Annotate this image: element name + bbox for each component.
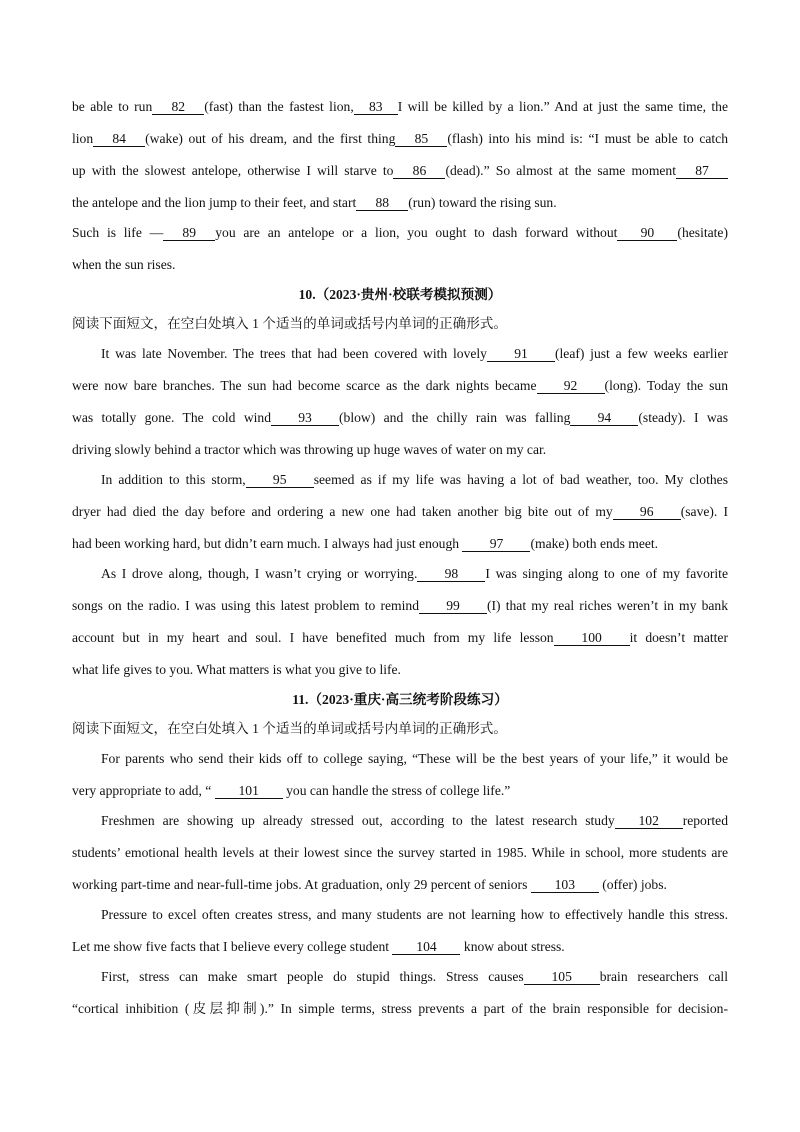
text-line: [72, 628, 728, 648]
text-run: songs on the radio. I was using this latest problem to remind: [72, 598, 419, 613]
text-line: “cortical inhibition (皮层抑制).” In simple terms, stress prevents a part of the brain responsible for decision-: [72, 1001, 728, 1016]
blank-103: 103: [531, 877, 599, 893]
text-run: you are an antelope or a lion, you ought to dash forward without: [215, 225, 618, 240]
text-line: [101, 811, 728, 831]
text-run: (wake) out of his dream, and the first thing: [145, 131, 396, 146]
text-line: [72, 534, 728, 554]
text-run: (blow) and the chilly rain was falling: [339, 410, 571, 425]
text-run: (offer) jobs.: [602, 877, 667, 892]
blank-100: 100: [554, 630, 630, 646]
text-run: very appropriate to add, “: [72, 783, 212, 798]
text-line: [72, 376, 728, 396]
text-run: (dead).” So almost at the same moment: [445, 163, 676, 178]
text-run: had been working hard, but didn’t earn much. I always had just enough: [72, 536, 460, 551]
text-line: [72, 129, 728, 149]
text-run: I was singing along to one of my favorite: [485, 566, 728, 581]
text-line: [72, 781, 728, 801]
text-run: I will be killed by a lion.” And at just the same time, the: [397, 99, 729, 114]
text-line: [72, 193, 728, 213]
blank-85: 85: [395, 131, 447, 147]
text-run: up with the slowest antelope, otherwise I will starve to: [72, 163, 394, 178]
text-run: First, stress can make smart people do stupid things. Stress causes: [101, 969, 524, 984]
instruction: 阅读下面短文，在空白处填入 1 个适当的单词或括号内单词的正确形式。: [72, 316, 507, 331]
text-line: [101, 470, 728, 490]
text-run: Freshmen are showing up already stressed out, according to the latest research study: [101, 813, 615, 828]
blank-86: 86: [393, 163, 445, 179]
blank-90: 90: [617, 225, 677, 241]
text-line: [101, 564, 728, 584]
text-line: [72, 596, 728, 616]
text-line: [72, 937, 728, 957]
blank-93: 93: [271, 410, 339, 426]
text-run: you can handle the stress of college life.”: [286, 783, 511, 798]
text-line: [72, 161, 728, 181]
text-run: (flash) into his mind is: “I must be able to catch: [447, 131, 729, 146]
text-run: seemed as if my life was having a lot of bad weather, too. My clothes: [313, 472, 728, 487]
text-run: (long). Today the sun: [604, 378, 728, 393]
blank-91: 91: [487, 346, 555, 362]
blank-92: 92: [537, 378, 605, 394]
blank-97: 97: [462, 536, 530, 552]
text-run: working part-time and near-full-time jobs. At graduation, only 29 percent of seniors: [72, 877, 528, 892]
text-run: was totally gone. The cold wind: [72, 410, 272, 425]
blank-83: 83: [354, 99, 398, 115]
blank-98: 98: [417, 566, 485, 582]
blank-89: 89: [163, 225, 215, 241]
text-line: driving slowly behind a tractor which was throwing up huge waves of water on my car.: [72, 442, 547, 457]
text-line: [101, 967, 728, 987]
text-run: It was late November. The trees that had been covered with lovely: [101, 346, 487, 361]
text-line: what life gives to you. What matters is what you give to life.: [72, 662, 401, 677]
text-run: As I drove along, though, I wasn’t crying or worrying.: [101, 566, 418, 581]
text-run: (steady). I was: [638, 410, 728, 425]
blank-87: 87: [676, 163, 728, 179]
section-heading: 10.（2023·贵州·校联考模拟预测）: [298, 287, 502, 302]
text-run: Such is life —: [72, 225, 164, 240]
text-run: know about stress.: [463, 939, 565, 954]
text-line: [72, 408, 728, 428]
text-run: reported: [682, 813, 728, 828]
text-run: it doesn’t matter: [629, 630, 728, 645]
text-line: [72, 97, 728, 117]
section-heading: 11.（2023·重庆·高三统考阶段练习）: [292, 692, 508, 707]
text-line: [72, 502, 728, 522]
text-line: For parents who send their kids off to college saying, “These will be the best years of your life,” it would be: [101, 751, 728, 766]
blank-95: 95: [246, 472, 314, 488]
text-run: the antelope and the lion jump to their feet, and start: [72, 195, 357, 210]
blank-101: 101: [215, 783, 283, 799]
text-run: (I) that my real riches weren’t in my bank: [487, 598, 728, 613]
text-run: were now bare branches. The sun had become scarce as the dark nights became: [72, 378, 537, 393]
blank-94: 94: [570, 410, 638, 426]
text-line: [72, 875, 728, 895]
blank-104: 104: [392, 939, 460, 955]
text-line: [72, 223, 728, 243]
blank-105: 105: [524, 969, 600, 985]
blank-82: 82: [152, 99, 204, 115]
text-run: account but in my heart and soul. I have benefited much from my life lesson: [72, 630, 554, 645]
text-run: brain researchers call: [599, 969, 728, 984]
blank-96: 96: [613, 504, 681, 520]
text-run: (save). I: [680, 504, 728, 519]
blank-99: 99: [419, 598, 487, 614]
blank-84: 84: [93, 131, 145, 147]
text-run: (leaf) just a few weeks earlier: [554, 346, 729, 361]
text-line: students’ emotional health levels at their lowest since the survey started in 1985. While in school, more students are: [72, 845, 728, 860]
text-run: dryer had died the day before and ordering a new one had taken another big bite out of my: [72, 504, 613, 519]
text-run: be able to run: [72, 99, 153, 114]
text-run: In addition to this storm,: [101, 472, 246, 487]
text-run: (make) both ends meet.: [530, 536, 659, 551]
text-run: Let me show five facts that I believe every college student: [72, 939, 390, 954]
blank-102: 102: [615, 813, 683, 829]
text-run: lion: [72, 131, 94, 146]
text-line: when the sun rises.: [72, 257, 176, 272]
blank-88: 88: [356, 195, 408, 211]
instruction: 阅读下面短文，在空白处填入 1 个适当的单词或括号内单词的正确形式。: [72, 721, 507, 736]
text-line: [101, 344, 728, 364]
text-line: Pressure to excel often creates stress, and many students are not learning how to effectively handle this stress.: [101, 907, 728, 922]
text-run: (run) toward the rising sun.: [408, 195, 557, 210]
text-run: (hesitate): [677, 225, 728, 240]
text-run: (fast) than the fastest lion,: [204, 99, 354, 114]
